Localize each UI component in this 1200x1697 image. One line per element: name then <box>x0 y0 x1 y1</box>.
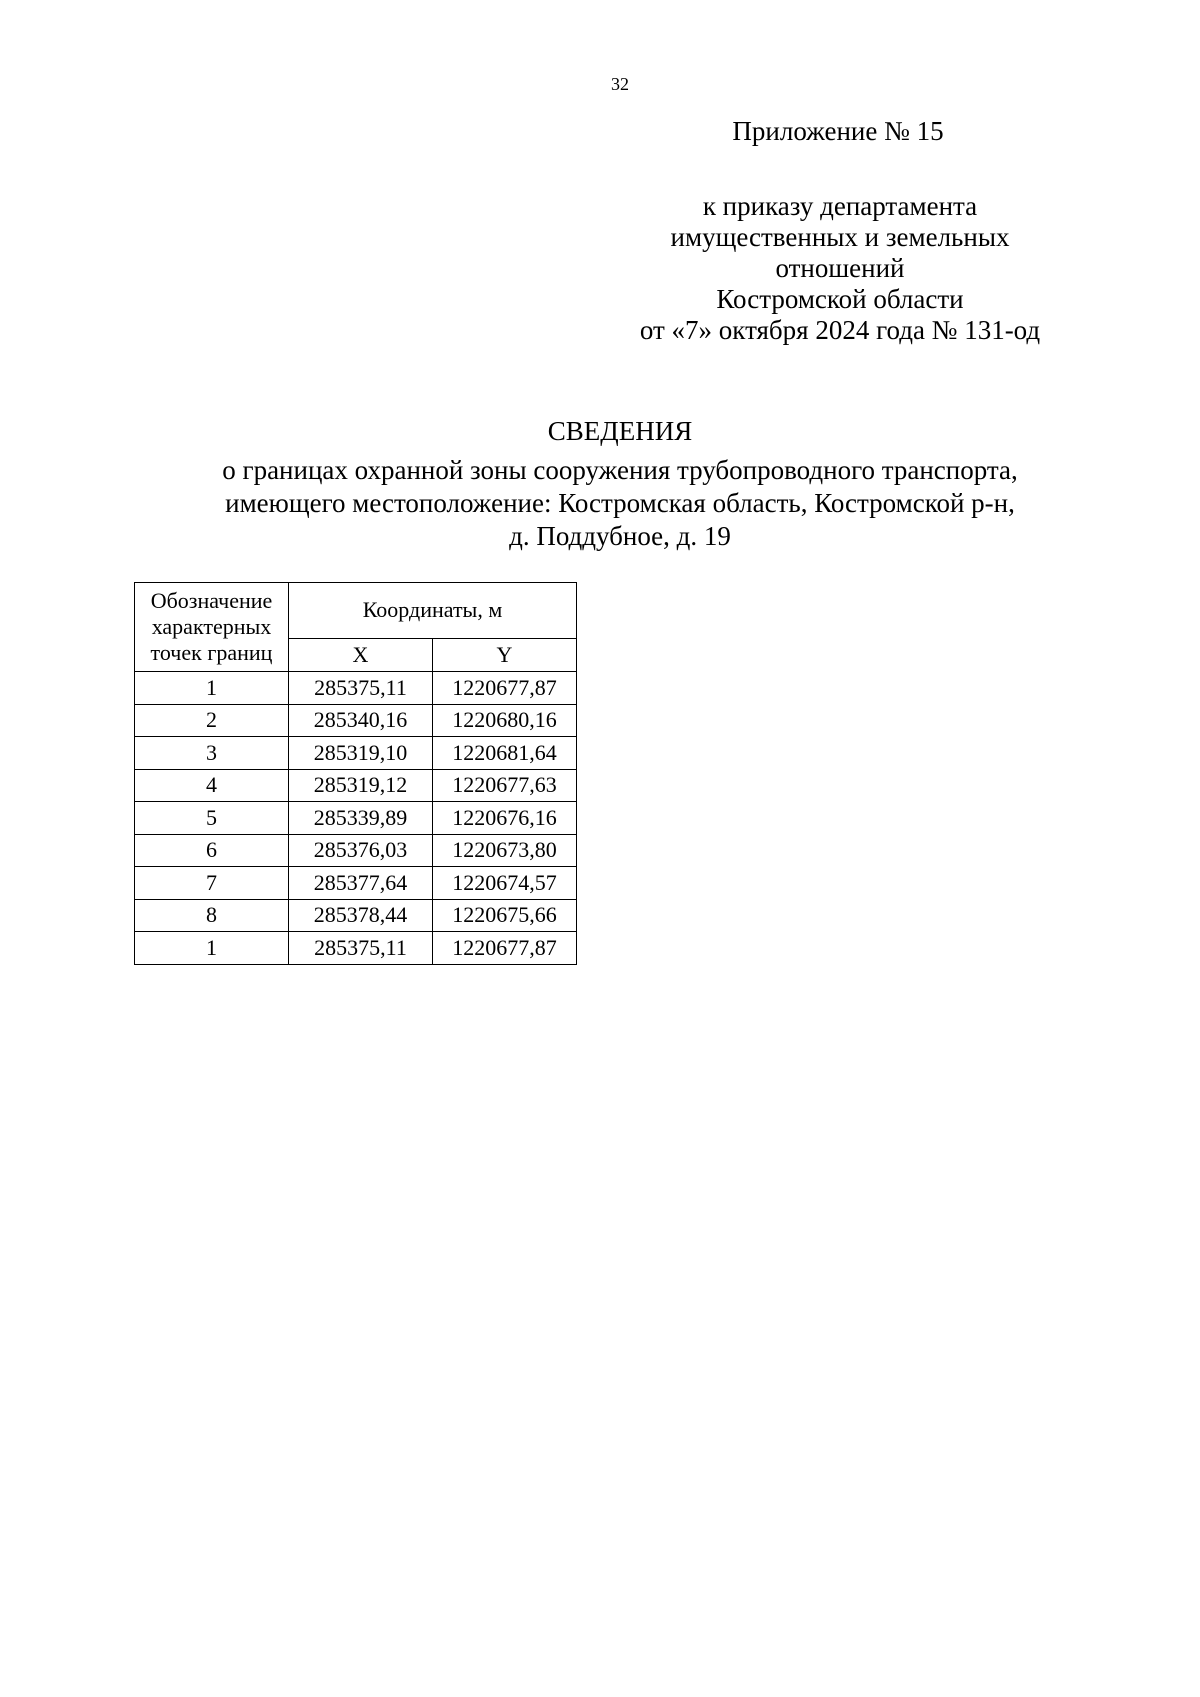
point-cell: 7 <box>135 867 289 900</box>
table-row <box>135 899 577 932</box>
header-point-line: точек границ <box>150 640 273 665</box>
page-number: 32 <box>611 74 629 94</box>
table-row <box>135 672 577 705</box>
table-row <box>135 802 577 835</box>
table-row <box>135 932 577 965</box>
header-point-designation <box>135 583 289 672</box>
header-point-line: Обозначение <box>150 588 273 613</box>
appendix-reference-line: к приказу департамента <box>702 191 978 221</box>
x-cell: 285377,64 <box>289 867 433 900</box>
table-row <box>135 834 577 867</box>
appendix-title: Приложение № 15 <box>732 116 944 146</box>
appendix-reference-line: имущественных и земельных <box>670 222 1010 252</box>
table-row <box>135 737 577 770</box>
y-cell: 1220673,80 <box>433 834 577 867</box>
document-title: СВЕДЕНИЯ <box>547 416 693 446</box>
x-cell: 285376,03 <box>289 834 433 867</box>
x-cell: 285375,11 <box>289 932 433 965</box>
appendix-reference-line: отношений <box>775 253 905 283</box>
y-cell: 1220674,57 <box>433 867 577 900</box>
y-cell: 1220677,87 <box>433 672 577 705</box>
point-cell: 6 <box>135 834 289 867</box>
y-cell: 1220681,64 <box>433 737 577 770</box>
table-row <box>135 704 577 737</box>
y-cell: 1220677,63 <box>433 769 577 802</box>
appendix-reference-line: Костромской области <box>716 284 964 314</box>
document-subtitle <box>0 454 1200 553</box>
document-subtitle-line: о границах охранной зоны сооружения трубопроводного транспорта, <box>222 455 1018 485</box>
x-cell: 285319,12 <box>289 769 433 802</box>
table-row <box>135 769 577 802</box>
point-cell: 1 <box>135 672 289 705</box>
point-cell: 1 <box>135 932 289 965</box>
document-subtitle-line: д. Поддубное, д. 19 <box>509 521 731 551</box>
point-cell: 4 <box>135 769 289 802</box>
x-cell: 285340,16 <box>289 704 433 737</box>
y-cell: 1220676,16 <box>433 802 577 835</box>
y-cell: 1220675,66 <box>433 899 577 932</box>
x-cell: 285319,10 <box>289 737 433 770</box>
appendix-reference-line: от «7» октября 2024 года № 131-од <box>639 315 1041 345</box>
x-cell: 285375,11 <box>289 672 433 705</box>
x-cell: 285378,44 <box>289 899 433 932</box>
y-cell: 1220680,16 <box>433 704 577 737</box>
header-point-line: характерных <box>151 614 272 639</box>
x-cell: 285339,89 <box>289 802 433 835</box>
header-x: X <box>289 638 433 671</box>
appendix-reference <box>600 191 1080 346</box>
point-cell: 8 <box>135 899 289 932</box>
point-cell: 5 <box>135 802 289 835</box>
coordinates-table <box>134 582 577 965</box>
point-cell: 2 <box>135 704 289 737</box>
header-coordinates: Координаты, м <box>289 583 577 639</box>
document-subtitle-line: имеющего местоположение: Костромская область, Костромской р-н, <box>225 488 1015 518</box>
table-row <box>135 867 577 900</box>
point-cell: 3 <box>135 737 289 770</box>
y-cell: 1220677,87 <box>433 932 577 965</box>
header-y: Y <box>433 638 577 671</box>
